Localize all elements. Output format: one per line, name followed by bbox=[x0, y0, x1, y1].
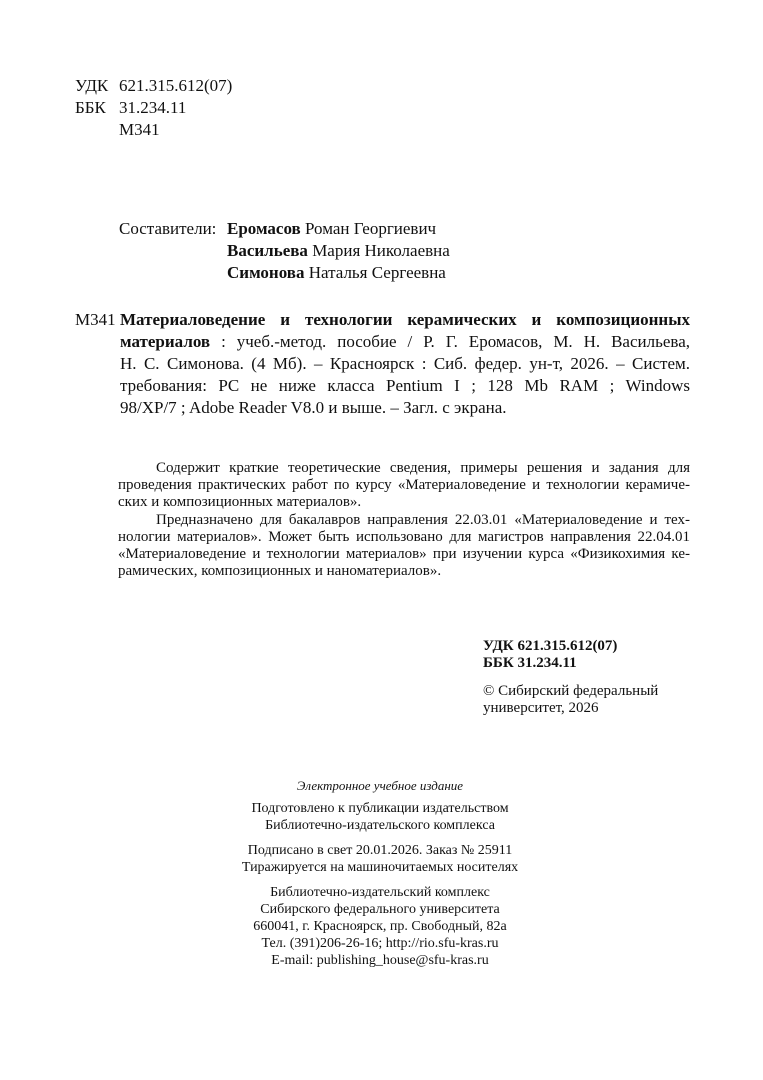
biblio-title-line bbox=[120, 309, 690, 331]
copyright-line: © Сибирский федеральный bbox=[483, 683, 659, 699]
classification-codes-top bbox=[75, 75, 232, 141]
biblio-line: требования: PC не ниже класса Pentium I ; 128 Mb RAM ; Windows bbox=[120, 376, 690, 395]
udk-row bbox=[75, 75, 232, 97]
bbk-value: 31.234.11 bbox=[119, 98, 187, 117]
copies-line: Тиражируется на машиночитаемых носителях bbox=[241, 860, 519, 875]
signed-line: Подписано в свет 20.01.2026. Заказ № 25911 bbox=[247, 843, 513, 858]
edition-type: Электронное учебное издание bbox=[296, 778, 464, 793]
compiler-given-name: Мария Николаевна bbox=[312, 241, 450, 260]
bbk-row bbox=[75, 97, 232, 119]
publisher-line: Библиотечно-издательский комплекс bbox=[270, 885, 490, 900]
copyright-line: университет, 2026 bbox=[483, 700, 599, 716]
biblio-code: М341 bbox=[75, 310, 116, 329]
publisher-line: Сибирского федерального университета bbox=[260, 902, 500, 917]
annotation-line: «Материаловедение и технологии материалов» при изучении курса «Физикохимия ке- bbox=[118, 546, 690, 562]
compiler-surname: Васильева bbox=[227, 241, 308, 260]
annotation-line: Содержит краткие теоретические сведения, примеры решения и задания для bbox=[156, 460, 690, 476]
biblio-title: Материаловедение и технологии керамических и композиционных bbox=[120, 310, 690, 329]
biblio-responsibility: : учеб.-метод. пособие / Р. Г. Еромасов, М. Н. Васильева, bbox=[210, 332, 690, 351]
address-line: 660041, г. Красноярск, пр. Свободный, 82а bbox=[253, 919, 507, 934]
annotation-line: нологии материалов». Может быть использовано для магистров направления 22.04.01 bbox=[118, 529, 690, 545]
udk-bottom: УДК 621.315.612(07) bbox=[483, 638, 618, 654]
email-line: E-mail: publishing_house@sfu-kras.ru bbox=[271, 953, 489, 968]
compilers-block bbox=[119, 218, 450, 284]
udk-label: УДК bbox=[75, 76, 109, 95]
compilers-label: Составители: bbox=[119, 219, 217, 238]
prepared-line: Подготовлено к публикации издательством bbox=[251, 801, 509, 816]
phone-line: Тел. (391)206-26-16; http://rio.sfu-kras.ru bbox=[261, 936, 499, 951]
compiler-given-name: Роман Георгиевич bbox=[305, 219, 437, 238]
classification-codes-bottom bbox=[483, 638, 617, 672]
biblio-line: Н. С. Симонова. (4 Мб). – Красноярск : Сиб. федер. ун-т, 2026. – Систем. bbox=[120, 354, 690, 373]
annotation-line: Предназначено для бакалавров направления 22.03.01 «Материаловедение и тех- bbox=[156, 512, 690, 528]
author-mark-row bbox=[75, 119, 232, 141]
annotation-line: проведения практических работ по курсу «Материаловедение и технологии керамиче- bbox=[118, 477, 690, 493]
annotation-line: ских и композиционных материалов». bbox=[118, 494, 362, 510]
compiler-surname: Еромасов bbox=[227, 219, 301, 238]
compiler-row bbox=[119, 240, 450, 262]
biblio-title-end: материалов bbox=[120, 332, 211, 351]
prepared-line: Библиотечно-издательского комплекса bbox=[265, 818, 495, 833]
bbk-label: ББК bbox=[75, 98, 106, 117]
biblio-line bbox=[120, 331, 690, 353]
compiler-row bbox=[119, 262, 450, 284]
udk-value: 621.315.612(07) bbox=[119, 76, 233, 95]
copyright bbox=[483, 683, 658, 717]
author-mark: М341 bbox=[119, 120, 160, 139]
imprint bbox=[190, 777, 570, 969]
compiler-given-name: Наталья Сергеевна bbox=[308, 263, 446, 282]
compiler-row bbox=[119, 218, 450, 240]
compiler-surname: Симонова bbox=[227, 263, 305, 282]
biblio-line: 98/XP/7 ; Adobe Reader V8.0 и выше. – Загл. с экрана. bbox=[120, 398, 507, 417]
annotation-line: рамических, композиционных и наноматериалов». bbox=[118, 563, 442, 579]
bbk-bottom: ББК 31.234.11 bbox=[483, 655, 577, 671]
